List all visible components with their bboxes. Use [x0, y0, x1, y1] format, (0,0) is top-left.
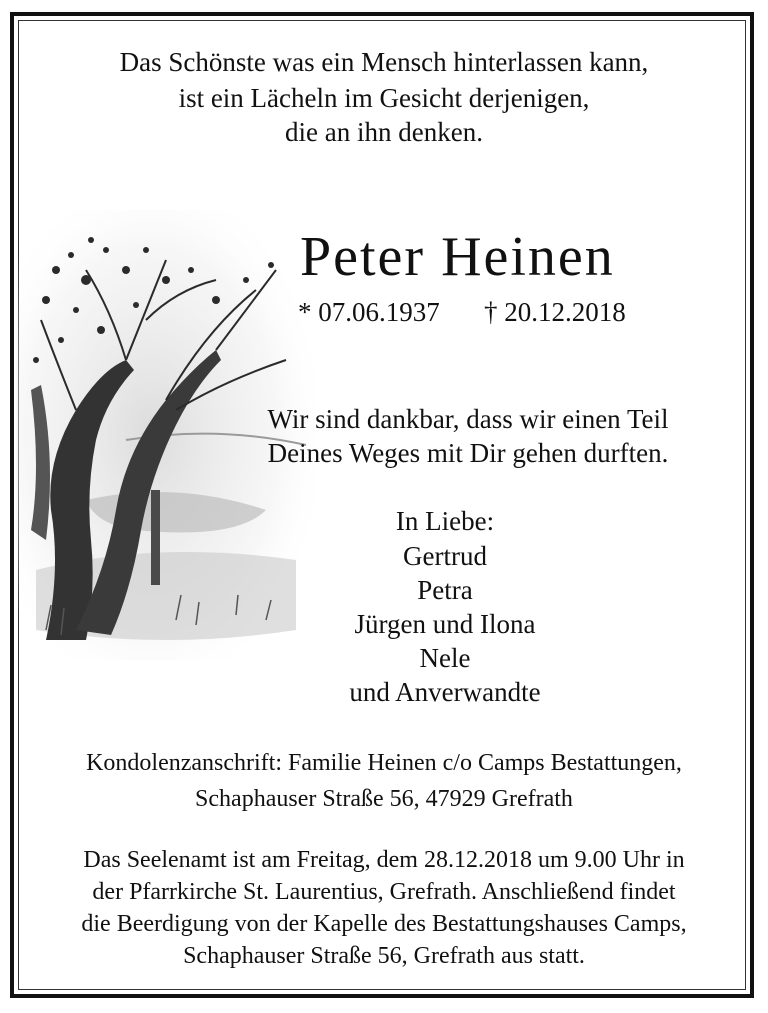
motto-line-3: die an ihn denken.: [285, 117, 483, 147]
deceased-name: Peter Heinen: [300, 226, 615, 288]
family-member: Petra: [417, 575, 473, 605]
family-member: und Anverwandte: [349, 677, 541, 707]
motto-line-2: ist ein Lächeln im Gesicht derjenigen,: [178, 83, 590, 113]
condolence-line-2: Schaphauser Straße 56, 47929 Grefrath: [195, 786, 573, 812]
birth-date: * 07.06.1937: [298, 297, 440, 327]
tribute-line-1: Wir sind dankbar, dass wir einen Teil: [267, 404, 669, 434]
motto-line-1: Das Schönste was ein Mensch hinterlassen kann,: [119, 47, 649, 77]
service-line-1: Das Seelenamt ist am Freitag, dem 28.12.2018 um 9.00 Uhr in: [83, 847, 685, 873]
family-member: Nele: [419, 643, 471, 673]
service-line-4: Schaphauser Straße 56, Grefrath aus statt.: [183, 943, 585, 969]
family-member: Gertrud: [403, 541, 487, 571]
service-line-3: die Beerdigung von der Kapelle des Bestattungshauses Camps,: [81, 911, 687, 937]
family-intro: In Liebe:: [395, 506, 495, 536]
condolence-line-1: Kondolenzanschrift: Familie Heinen c/o Camps Bestattungen,: [86, 750, 682, 776]
death-date: † 20.12.2018: [484, 297, 626, 327]
tribute-line-2: Deines Weges mit Dir gehen durften.: [267, 438, 669, 468]
family-member: Jürgen und Ilona: [354, 609, 536, 639]
service-line-2: der Pfarrkirche St. Laurentius, Grefrath. Anschließend findet: [92, 879, 676, 905]
